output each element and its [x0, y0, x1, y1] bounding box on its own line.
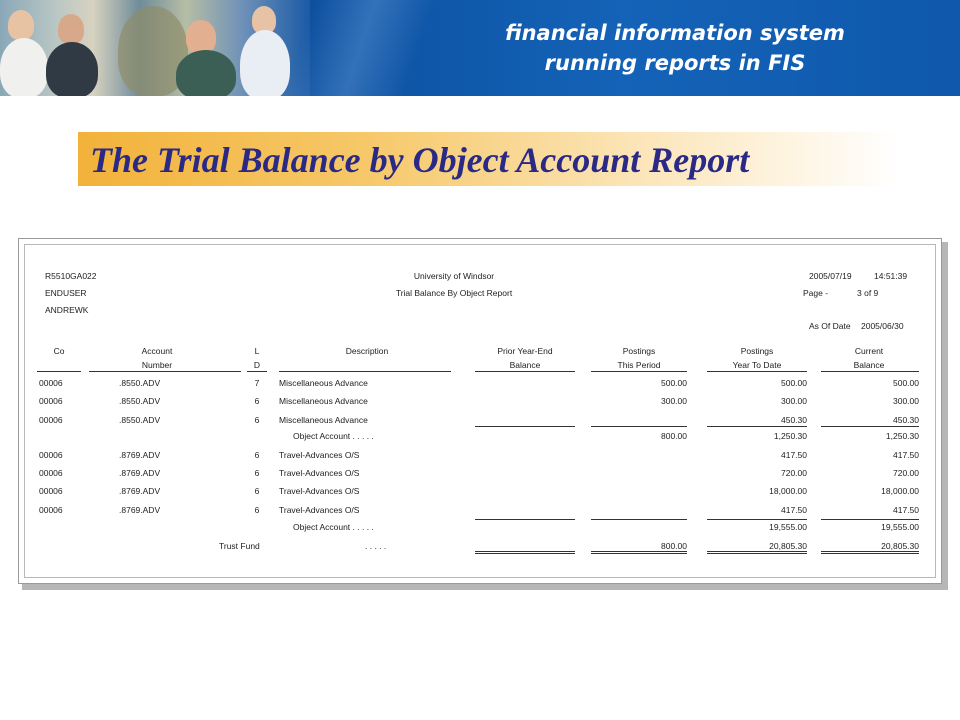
header-underline: [707, 371, 807, 372]
total-double-underline: [707, 551, 807, 554]
page-number: 3 of 9: [857, 288, 879, 298]
cell-account: .8769.ADV: [119, 468, 161, 478]
title-bar: [78, 132, 898, 186]
cell-postings-ytd: 1,250.30: [773, 431, 807, 441]
cell-account: .8550.ADV: [119, 415, 161, 425]
col-header-description: Description: [345, 346, 389, 356]
program-id: R5510GA022: [45, 271, 97, 281]
cell-co: 00006: [39, 378, 63, 388]
cell-current-balance: 1,250.30: [885, 431, 919, 441]
cell-ld: 6: [254, 396, 260, 406]
subtotal-underline: [591, 519, 687, 520]
cell-current-balance: 417.50: [893, 450, 919, 460]
header-underline: [591, 371, 687, 372]
cell-account: .8550.ADV: [119, 396, 161, 406]
cell-postings-ytd: 720.00: [781, 468, 807, 478]
cell-postings-period: 300.00: [661, 396, 687, 406]
col-header-ytd-2: Year To Date: [732, 360, 782, 370]
page-label: Page -: [803, 288, 829, 298]
col-header-prior-2: Balance: [509, 360, 541, 370]
cell-account: .8550.ADV: [119, 378, 161, 388]
header-underline: [89, 371, 241, 372]
banner-line-1: financial information system: [505, 21, 845, 45]
subtotal-underline: [591, 426, 687, 427]
cell-postings-ytd: 300.00: [781, 396, 807, 406]
cell-postings-period: 800.00: [661, 431, 687, 441]
report-name: Trial Balance By Object Report: [395, 288, 513, 298]
cell-postings-ytd: 450.30: [781, 415, 807, 425]
report-panel: [18, 238, 942, 584]
cell-current-balance: 500.00: [893, 378, 919, 388]
cell-co: 00006: [39, 486, 63, 496]
cell-postings-ytd: 18,000.00: [769, 486, 807, 496]
col-header-account-2: Number: [141, 360, 173, 370]
cell-description: Miscellaneous Advance: [279, 396, 368, 406]
cell-description: Travel-Advances O/S: [279, 468, 360, 478]
banner-line-2: running reports in FIS: [544, 51, 806, 75]
header-underline: [247, 371, 267, 372]
cell-current-balance: 450.30: [893, 415, 919, 425]
cell-account: .8769.ADV: [119, 505, 161, 515]
cell-postings-ytd: 417.50: [781, 505, 807, 515]
col-header-prior-1: Prior Year-End: [497, 346, 553, 356]
cell-current-balance: 720.00: [893, 468, 919, 478]
cell-co: 00006: [39, 450, 63, 460]
col-header-current-1: Current: [854, 346, 884, 356]
cell-account: .8769.ADV: [119, 486, 161, 496]
cell-co: 00006: [39, 505, 63, 515]
cell-ld: 6: [254, 415, 260, 425]
subtotal-underline: [707, 426, 807, 427]
page-title: The Trial Balance by Object Account Report: [90, 140, 750, 180]
subtotal-underline: [475, 519, 575, 520]
header-underline: [821, 371, 919, 372]
header-underline: [475, 371, 575, 372]
cell-ld: 6: [254, 486, 260, 496]
cell-current-balance: 19,555.00: [881, 522, 919, 532]
cell-ld: 6: [254, 450, 260, 460]
total-double-underline: [475, 551, 575, 554]
col-header-co: Co: [53, 346, 65, 356]
header-photo-collage: [0, 0, 310, 96]
cell-co: 00006: [39, 468, 63, 478]
banner-caption: [440, 18, 910, 78]
col-header-current-2: Balance: [853, 360, 885, 370]
col-header-period-2: This Period: [617, 360, 661, 370]
cell-postings-period: 500.00: [661, 378, 687, 388]
cell-description: Miscellaneous Advance: [279, 378, 368, 388]
header-underline: [37, 371, 81, 372]
cell-description: Travel-Advances O/S: [279, 450, 360, 460]
cell-postings-ytd: 500.00: [781, 378, 807, 388]
cell-description: Object Account . . . . .: [293, 522, 374, 532]
cell-current-balance: 417.50: [893, 505, 919, 515]
cell-account: .8769.ADV: [119, 450, 161, 460]
trust-fund-dots: . . . . .: [365, 541, 387, 551]
user-name: ENDUSER: [45, 288, 87, 298]
trust-fund-ytd: 20,805.30: [769, 541, 807, 551]
trust-fund-period: 800.00: [661, 541, 687, 551]
cell-postings-ytd: 19,555.00: [769, 522, 807, 532]
trust-fund-current: 20,805.30: [881, 541, 919, 551]
as-of-label: As Of Date: [809, 321, 851, 331]
cell-ld: 7: [254, 378, 260, 388]
subtotal-underline: [707, 519, 807, 520]
header-banner: [0, 0, 960, 96]
col-header-period-1: Postings: [622, 346, 656, 356]
cell-description: Travel-Advances O/S: [279, 505, 360, 515]
report-date: 2005/07/19: [809, 271, 852, 281]
subtotal-underline: [821, 519, 919, 520]
cell-current-balance: 18,000.00: [881, 486, 919, 496]
col-header-account-1: Account: [141, 346, 173, 356]
user-name-2: ANDREWK: [45, 305, 89, 315]
as-of-date: 2005/06/30: [861, 321, 904, 331]
cell-co: 00006: [39, 396, 63, 406]
subtotal-underline: [475, 426, 575, 427]
organization: University of Windsor: [413, 271, 495, 281]
col-header-ld-1: L: [254, 346, 260, 356]
cell-ld: 6: [254, 505, 260, 515]
cell-description: Object Account . . . . .: [293, 431, 374, 441]
header-underline: [279, 371, 451, 372]
col-header-ytd-1: Postings: [740, 346, 774, 356]
total-double-underline: [591, 551, 687, 554]
report-time: 14:51:39: [874, 271, 908, 281]
cell-co: 00006: [39, 415, 63, 425]
col-header-ld-2: D: [253, 360, 261, 370]
total-double-underline: [821, 551, 919, 554]
cell-description: Travel-Advances O/S: [279, 486, 360, 496]
cell-current-balance: 300.00: [893, 396, 919, 406]
cell-postings-ytd: 417.50: [781, 450, 807, 460]
subtotal-underline: [821, 426, 919, 427]
cell-ld: 6: [254, 468, 260, 478]
trust-fund-label: Trust Fund: [219, 541, 260, 551]
cell-description: Miscellaneous Advance: [279, 415, 368, 425]
